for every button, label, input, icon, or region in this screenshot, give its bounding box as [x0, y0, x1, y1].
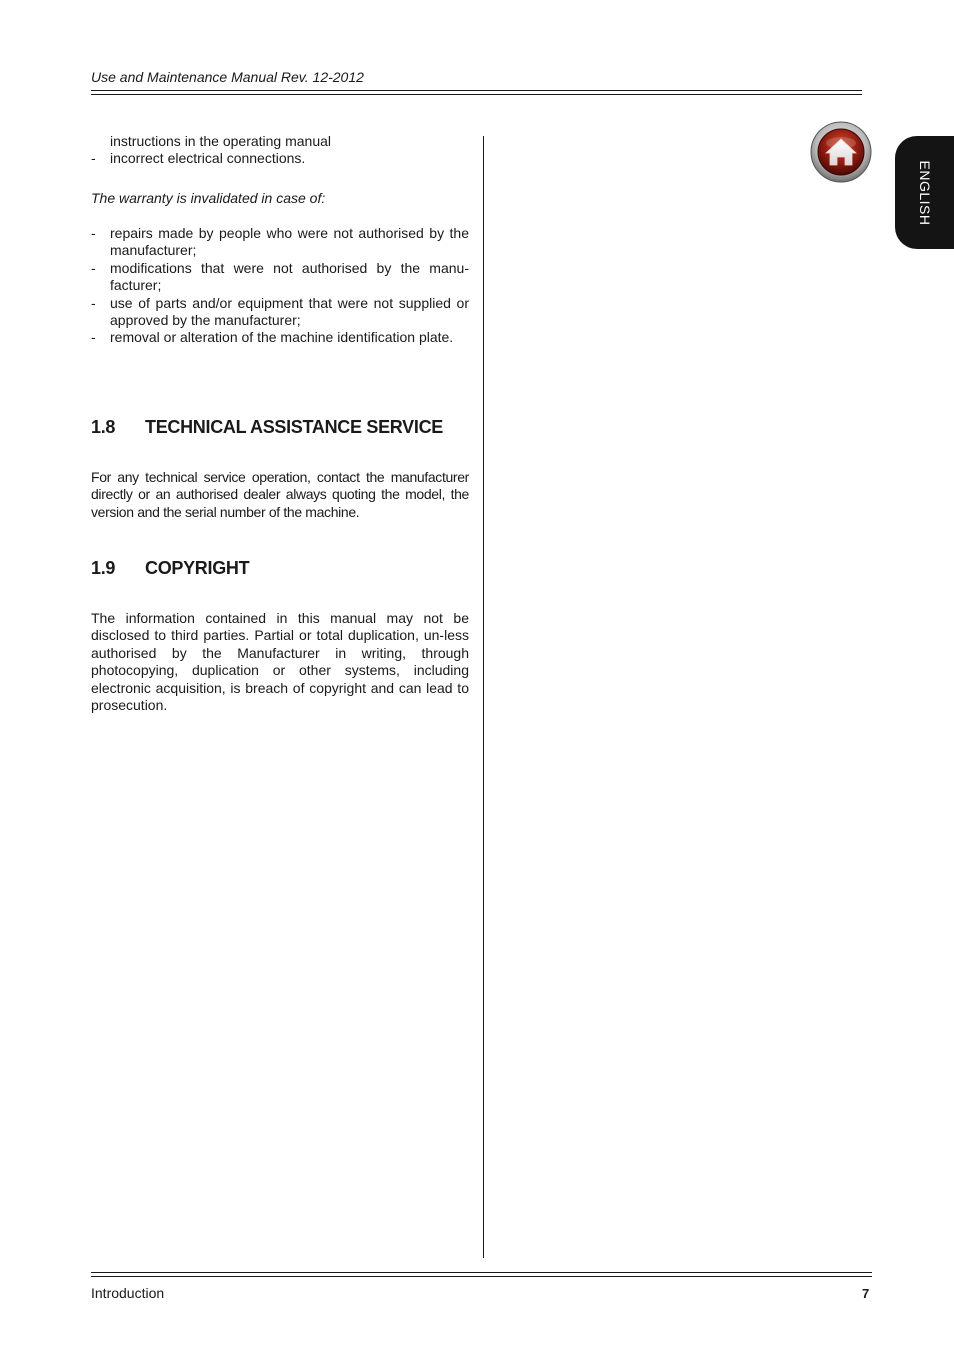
column-divider — [483, 136, 484, 1258]
warranty-intro: The warranty is invalidated in case of: — [91, 190, 326, 206]
list-item: - use of parts and/or equipment that were not supplied or approved by the manufacturer; — [91, 294, 469, 329]
page-number: 7 — [862, 1286, 870, 1301]
list-item: - incorrect electrical connections. — [91, 150, 306, 167]
warranty-block — [91, 190, 469, 207]
header-rule-top — [91, 90, 862, 91]
section-1-9-body: The information contained in this manual may not be disclosed to third parties. Partial or total duplication, un-less authorised by the Manufacturer in writing, through photocopying, duplication or other systems, including electronic acquisition, is breach of copyright and can lead to prosecution. — [91, 610, 469, 714]
footer-rule-bottom — [91, 1276, 872, 1277]
list-item: - modifications that were not authorised by the manu-facturer; — [91, 259, 469, 294]
language-tab-label: ENGLISH — [916, 160, 933, 225]
section-1-8-body: For any technical service operation, contact the manufacturer directly or an authorised dealer always quoting the model, the version and the serial number of the machine. — [91, 469, 469, 520]
continuation-block — [91, 133, 469, 168]
warranty-list — [91, 225, 469, 347]
header-rule-bottom — [91, 94, 862, 95]
home-icon[interactable] — [810, 121, 872, 183]
list-item: - repairs made by people who were not authorised by the manufacturer; — [91, 225, 469, 259]
list-item: - removal or alteration of the machine identification plate. — [91, 329, 454, 346]
continuation-line: instructions in the operating manual — [110, 133, 332, 149]
section-heading-1-8: 1.8 TECHNICAL ASSISTANCE SERVICE — [91, 417, 443, 437]
language-tab[interactable] — [895, 136, 954, 249]
footer-rule-top — [91, 1272, 872, 1273]
section-heading-1-9: 1.9 COPYRIGHT — [91, 558, 250, 578]
manual-title: Use and Maintenance Manual Rev. 12-2012 — [91, 69, 364, 85]
footer-section-label: Introduction — [91, 1285, 165, 1301]
